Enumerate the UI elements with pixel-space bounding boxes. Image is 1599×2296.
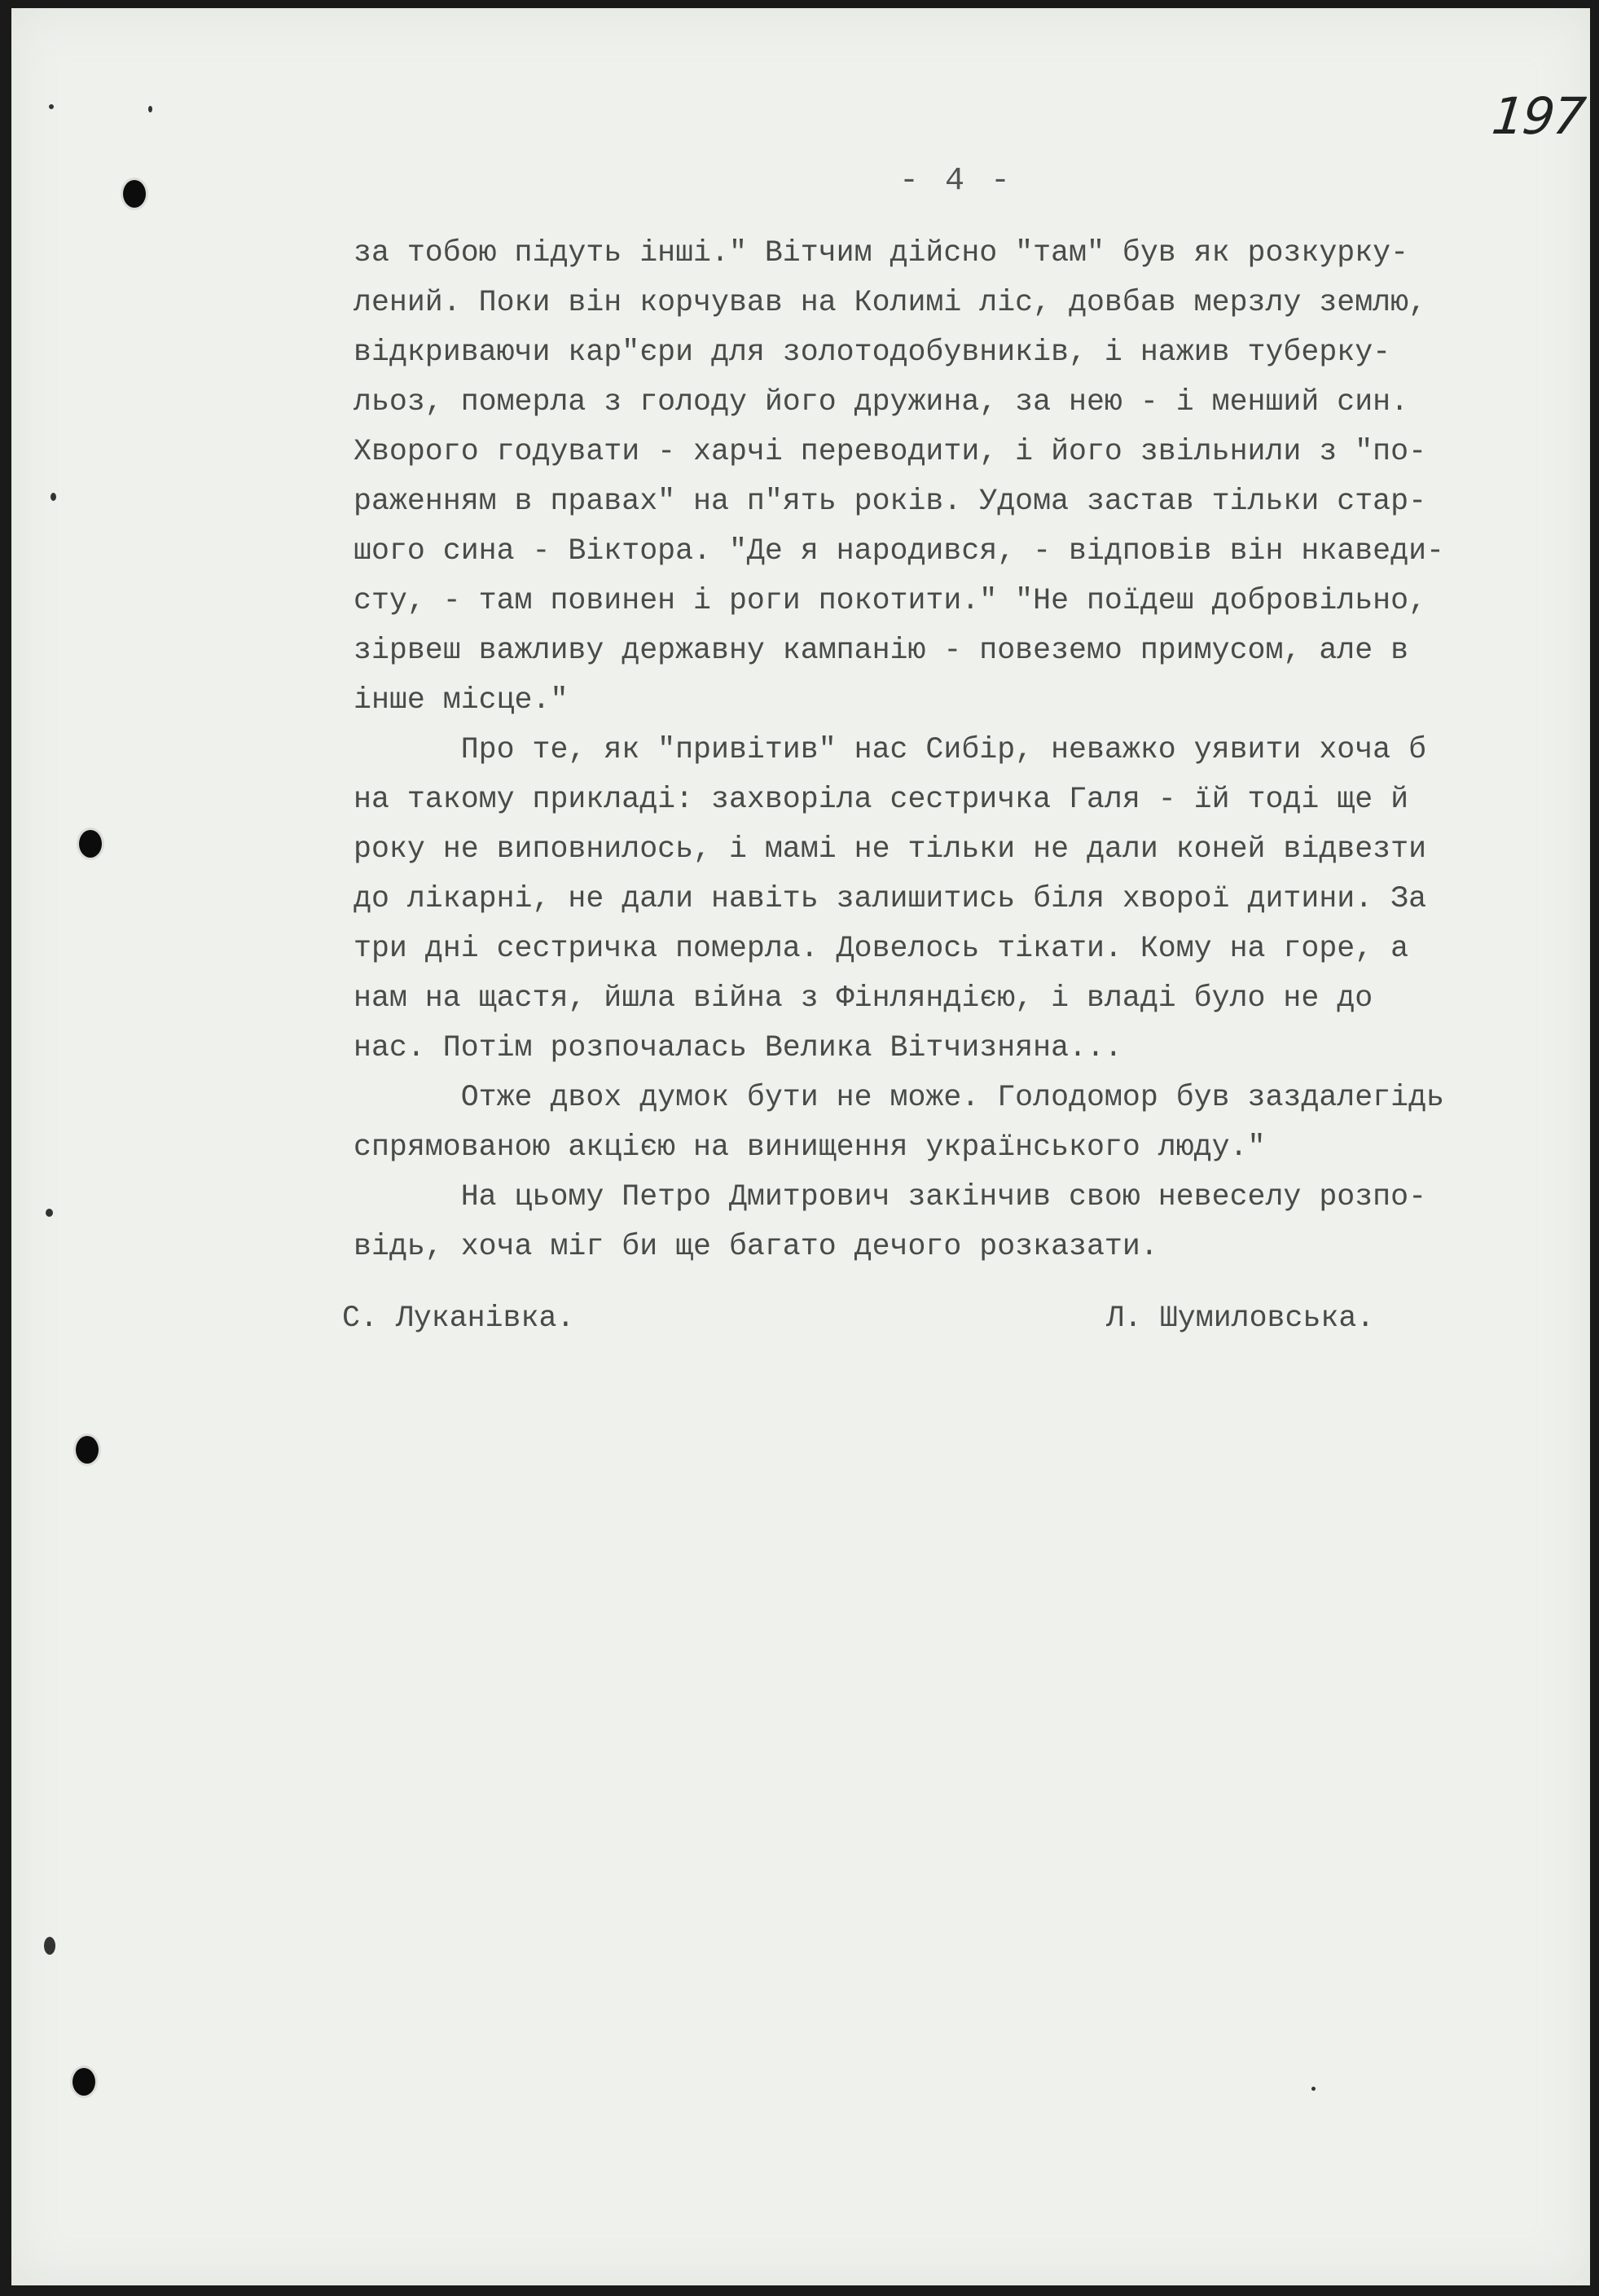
text-line: року не виповнилось, і мамі не тільки не дали коней відвезти — [354, 832, 1427, 866]
margin-mark — [49, 104, 54, 109]
text-line: раженням в правах" на п"ять років. Удома застав тільки стар- — [354, 485, 1427, 518]
text-line: На цьому Петро Дмитрович закінчив свою невеселу розпо- — [354, 1180, 1427, 1214]
text-line: шого сина - Віктора. "Де я народився, - відповів він нкаведи- — [354, 534, 1444, 568]
text-line: Хворого годувати - харчі переводити, і його звільнили з "по- — [354, 435, 1427, 468]
signature-author: Л. Шумиловська. — [1106, 1302, 1375, 1335]
text-line: лений. Поки він корчував на Колимі ліс, довбав мерзлу землю, — [354, 286, 1427, 319]
margin-mark — [1311, 2087, 1316, 2091]
text-line: Про те, як "привітив" нас Сибір, неважко уявити хоча б — [354, 733, 1427, 766]
document-page — [11, 8, 1590, 2285]
text-line: льоз, померла з голоду його дружина, за нею - і менший син. — [354, 385, 1409, 419]
text-line: нас. Потім розпочалась Велика Вітчизняна... — [354, 1031, 1122, 1065]
text-line: відкриваючи кар"єри для золотодобувників, і нажив туберку- — [354, 336, 1391, 369]
punch-hole — [77, 828, 104, 860]
typed-text-body — [354, 228, 1551, 1271]
punch-hole — [73, 1433, 101, 1466]
margin-mark — [46, 1209, 53, 1217]
text-line: до лікарні, не дали навіть залишитись біля хворої дитини. За — [354, 882, 1427, 915]
text-line: інше місце." — [354, 683, 569, 717]
page-number: - 4 - — [899, 163, 1014, 200]
margin-mark — [44, 1937, 55, 1955]
margin-mark — [51, 493, 56, 501]
text-line: зірвеш важливу державну кампанію - повеземо примусом, але в — [354, 634, 1409, 667]
text-line: на такому прикладі: захворіла сестричка Галя - їй тоді ще й — [354, 783, 1409, 816]
text-line: відь, хоча міг би ще багато дечого розказати. — [354, 1230, 1158, 1263]
text-line: сту, - там повинен і роги покотити." "Не поїдеш добровільно, — [354, 584, 1427, 617]
text-line: спрямованою акцією на винищення українського люду." — [354, 1130, 1266, 1164]
punch-hole — [70, 2066, 98, 2098]
text-line: за тобою підуть інші." Вітчим дійсно "там" був як розкурку- — [354, 236, 1409, 270]
text-line: три дні сестричка померла. Довелось тікати. Кому на горе, а — [354, 932, 1409, 965]
text-line: Отже двох думок бути не може. Голодомор був заздалегідь — [354, 1081, 1444, 1114]
text-line: нам на щастя, йшла війна з Фінляндією, і владі було не до — [354, 981, 1373, 1015]
punch-hole — [121, 178, 148, 210]
archive-folio-number: 197 — [1489, 86, 1588, 146]
margin-mark — [148, 106, 152, 112]
signature-place: С. Луканівка. — [342, 1302, 575, 1335]
